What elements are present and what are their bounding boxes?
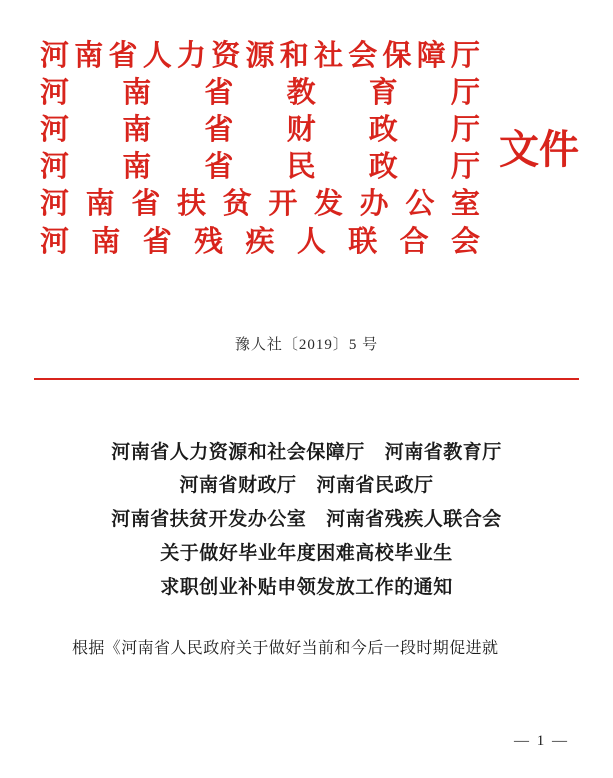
body-paragraph: 根据《河南省人民政府关于做好当前和今后一段时期促进就 <box>72 639 499 657</box>
masthead-line-2: 河 南 省 教 育 厅 <box>40 77 480 110</box>
title-line-5: 求职创业补贴申领发放工作的通知 <box>160 576 453 598</box>
masthead-line-3: 河 南 省 财 政 厅 <box>40 114 480 147</box>
title-line-4: 关于做好毕业年度困难高校毕业生 <box>160 543 453 565</box>
title-line-1 <box>52 436 561 470</box>
title-line-3-right: 河南省残疾人联合会 <box>326 509 502 531</box>
title-line-3-left: 河南省扶贫开发办公室 <box>111 509 307 531</box>
title-line-1-right: 河南省教育厅 <box>384 441 502 463</box>
title-line-3 <box>52 503 561 537</box>
red-divider-rule <box>34 378 579 380</box>
masthead-agency-list <box>40 38 480 261</box>
masthead-line-1: 河南省人力资源和社会保障厅 <box>40 40 480 72</box>
document-number: 豫人社〔2019〕5 号 <box>234 336 379 353</box>
masthead <box>0 0 613 261</box>
masthead-document-badge: 文件 <box>499 127 579 172</box>
title-line-2 <box>52 469 561 503</box>
title-line-1-left: 河南省人力资源和社会保障厅 <box>111 441 365 463</box>
masthead-line-6: 河南省残疾人联合会 <box>40 225 480 258</box>
title-line-2-left: 河南省财政厅 <box>179 475 297 497</box>
page-number: — 1 — <box>514 733 569 749</box>
title-line-2-right: 河南省民政厅 <box>316 475 434 497</box>
masthead-line-4: 河 南 省 民 政 厅 <box>40 151 480 184</box>
document-title <box>0 436 613 605</box>
masthead-line-5: 河南省扶贫开发办公室 <box>40 188 480 221</box>
